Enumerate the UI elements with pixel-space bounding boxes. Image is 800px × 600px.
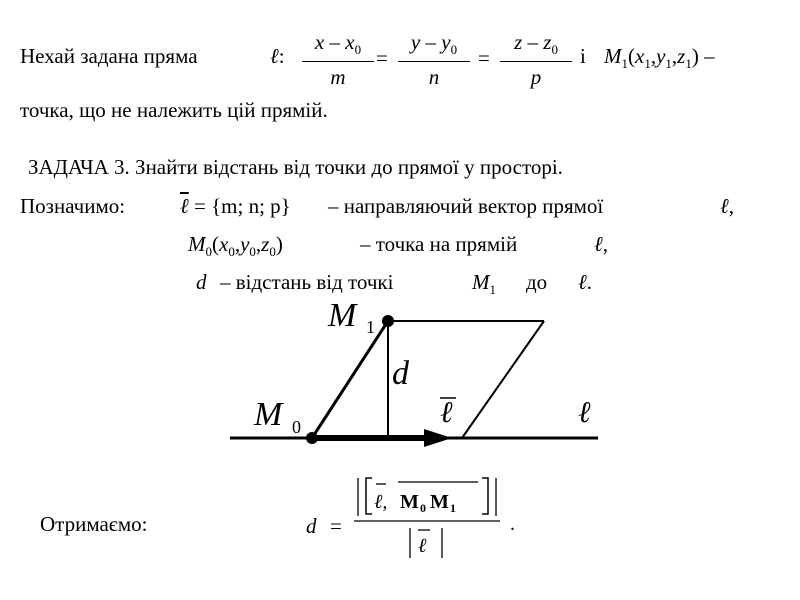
d-symbol: d [196,270,207,294]
vector-definition: ℓ = {m; n; p} [180,194,291,218]
label-m0-sub: 0 [292,417,301,437]
equals-sign: = [376,46,388,70]
label-m0: M [254,396,283,433]
cross-right-m1: M [430,491,449,513]
intro-line2: точка, що не належить цій прямій. [20,98,328,122]
fraction-z: z – $z_0$ p [500,30,572,90]
line-symbol: ℓ: [270,44,285,68]
intro-text: Нехай задана пряма [20,44,198,68]
cross-right-sub0: 0 [420,501,426,515]
fraction-y: y – $y_0$ n [398,30,470,90]
point-m0: $M_0(x_0,y_0,z_0)$ [188,232,283,259]
point-m1-ref: $M_1$ [472,270,496,297]
point-m1: $M_1(x_1,y_1,z_1)$ – [604,44,715,71]
label-vector-l: ℓ [440,396,453,429]
vector-description: – направляючий вектор прямої [328,194,604,218]
vector-symbol: ℓ, [720,194,734,218]
cross-left: ℓ, [374,491,388,513]
and-word: і [580,44,586,68]
result-label: Отримаємо: [40,512,148,536]
result-d: d [306,514,317,538]
to-word: до [526,270,548,294]
line-symbol-2: ℓ, [594,232,608,256]
result-period: . [510,513,515,535]
fraction-x: x – $x_0$ m [302,30,374,90]
label-d: d [392,355,409,392]
label-m1-sub: 1 [366,317,375,337]
task-heading: ЗАДАЧА 3. Знайти відстань від точки до прямої у просторі. [28,155,563,179]
m0-description: – точка на прямій [360,232,518,256]
denote-label: Позначимо: [20,194,126,218]
cross-right-m0: M [400,491,419,513]
d-description: – відстань від точкі [220,270,394,294]
line-symbol-3: ℓ. [578,270,592,294]
result-equals: = [330,514,342,538]
label-line-l: ℓ [578,396,591,429]
label-m1: M [328,297,357,334]
cross-right-sub1: 1 [450,501,456,515]
equals-sign: = [478,46,490,70]
denominator-l: ℓ [418,535,427,557]
